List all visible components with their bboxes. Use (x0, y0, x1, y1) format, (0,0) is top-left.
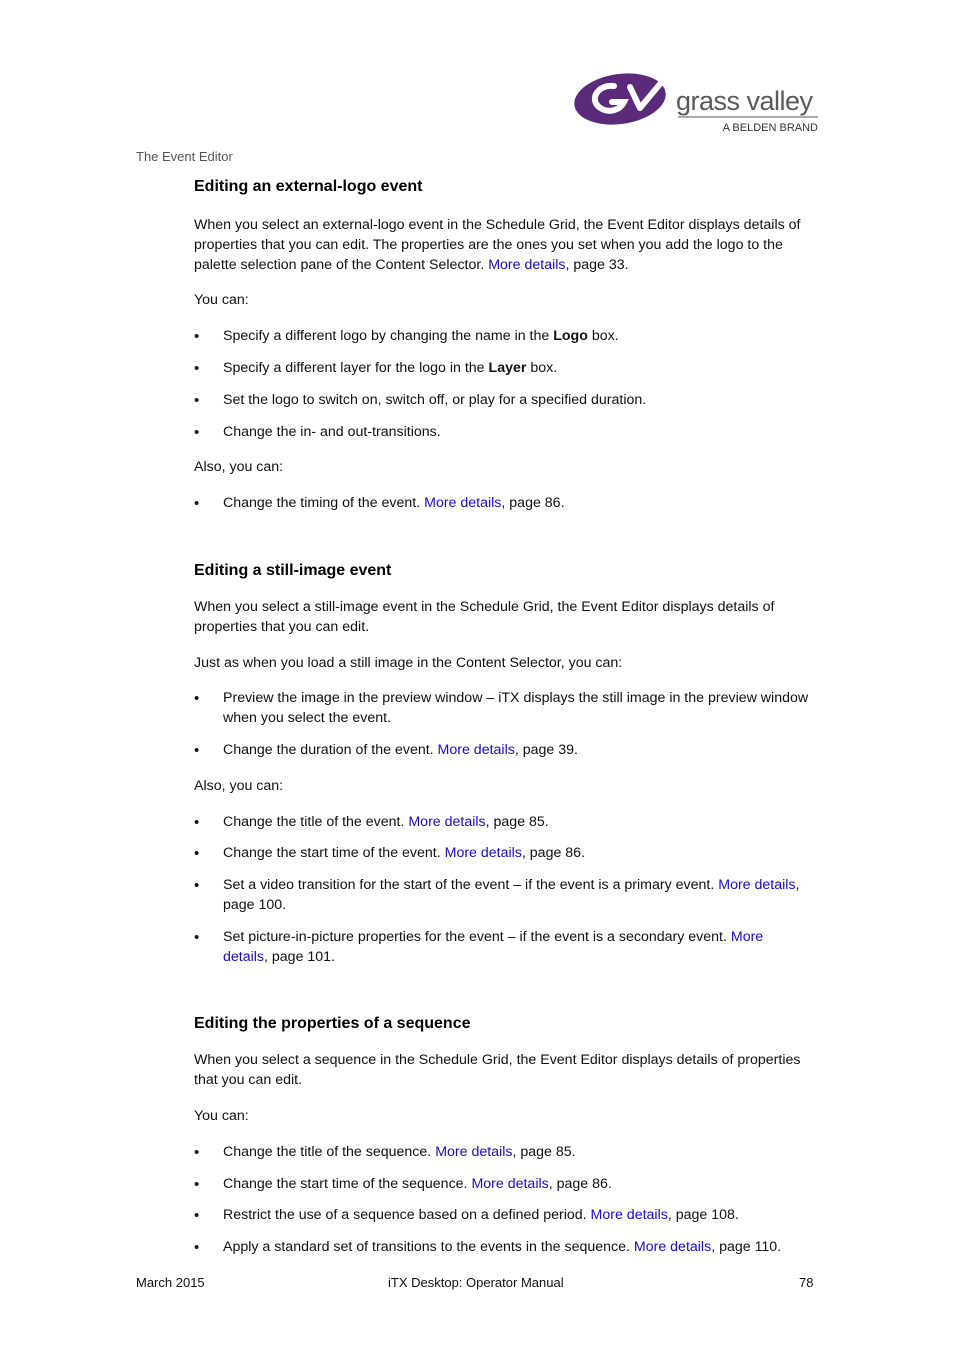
more-details-link[interactable]: More details (444, 845, 522, 862)
more-details-link[interactable]: More details (590, 1207, 668, 1224)
more-details-link[interactable]: More details (633, 1239, 712, 1256)
grass-valley-logo (574, 72, 820, 134)
footer-date: March 2015 (136, 1275, 205, 1290)
more-details-link[interactable]: More details (718, 877, 796, 894)
bullet-list (194, 689, 810, 760)
list-item: • Change the in- and out-transitions. (194, 423, 810, 443)
list-item: • Specify a different layer for the logo in the Layer box. (194, 359, 810, 379)
footer-title: iTX Desktop: Operator Manual (388, 1275, 564, 1290)
logo-wordmark: grass valley (676, 86, 813, 116)
lead-text: Just as when you load a still image in the Content Selector, you can: (194, 654, 623, 671)
bullet-list (194, 494, 810, 514)
list-item: • Change the title of the event. More details, page 85. (194, 813, 810, 833)
more-details-link[interactable]: More details (424, 495, 502, 512)
more-details-link[interactable]: More details (471, 1175, 549, 1192)
list-item: • Change the title of the sequence. More details, page 85. (194, 1143, 810, 1163)
list-item: • Change the start time of the event. More details, page 86. (194, 844, 810, 864)
list-item: • Set picture-in-picture properties for the event – if the event is a secondary event. More details, page 101. (194, 928, 810, 968)
list-item: • Change the start time of the sequence. More details, page 86. (194, 1175, 810, 1195)
bullet-list (194, 327, 810, 442)
footer-page-number: 78 (799, 1275, 814, 1290)
page-content (194, 176, 810, 1274)
list-item: • Apply a standard set of transitions to the events in the sequence. More details, page 110. (194, 1238, 810, 1258)
lead-text: Also, you can: (194, 459, 284, 476)
running-head: The Event Editor (136, 149, 233, 164)
lead-text: You can: (194, 292, 249, 309)
list-item: • Preview the image in the preview window – iTX displays the still image in the preview window when you select the event. (194, 689, 810, 729)
list-item: • Set a video transition for the start of the event – if the event is a primary event. More details, page 100. (194, 876, 810, 916)
lead-text: You can: (194, 1107, 249, 1124)
section-heading: Editing an external-logo event (194, 178, 423, 195)
more-details-link[interactable]: More details (435, 1143, 513, 1160)
lead-text: Also, you can: (194, 777, 284, 794)
more-details-link[interactable]: More details (223, 928, 764, 965)
gv-emblem-icon (574, 72, 669, 130)
list-item: • Restrict the use of a sequence based on a defined period. More details, page 108. (194, 1206, 810, 1226)
list-item: • Change the duration of the event. More details, page 39. (194, 741, 810, 761)
section-intro: When you select a still-image event in the Schedule Grid, the Event Editor displays details of properties that you can edit. (194, 598, 775, 635)
more-details-link[interactable]: More details (408, 813, 486, 830)
more-details-link[interactable]: More details (488, 256, 566, 273)
section-heading: Editing a still-image event (194, 561, 392, 579)
section-heading: Editing the properties of a sequence (194, 1015, 471, 1033)
section-intro: When you select a sequence in the Schedule Grid, the Event Editor displays details of properties that you can edit. (194, 1052, 801, 1089)
bullet-list (194, 813, 810, 968)
section-intro: When you select an external-logo event in the Schedule Grid, the Event Editor displays details of properties that you can edit. The properties are the ones you set when you add the logo to the palette selection pane of the Content Selector. More details, page 33. (194, 217, 801, 273)
list-item: • Set the logo to switch on, switch off, or play for a specified duration. (194, 391, 810, 411)
more-details-link[interactable]: More details (437, 741, 515, 758)
list-item: • Specify a different logo by changing the name in the Logo box. (194, 327, 810, 347)
list-item: • Change the timing of the event. More details, page 86. (194, 494, 810, 514)
logo-tagline: A BELDEN BRAND (722, 122, 818, 134)
bullet-list (194, 1143, 810, 1258)
